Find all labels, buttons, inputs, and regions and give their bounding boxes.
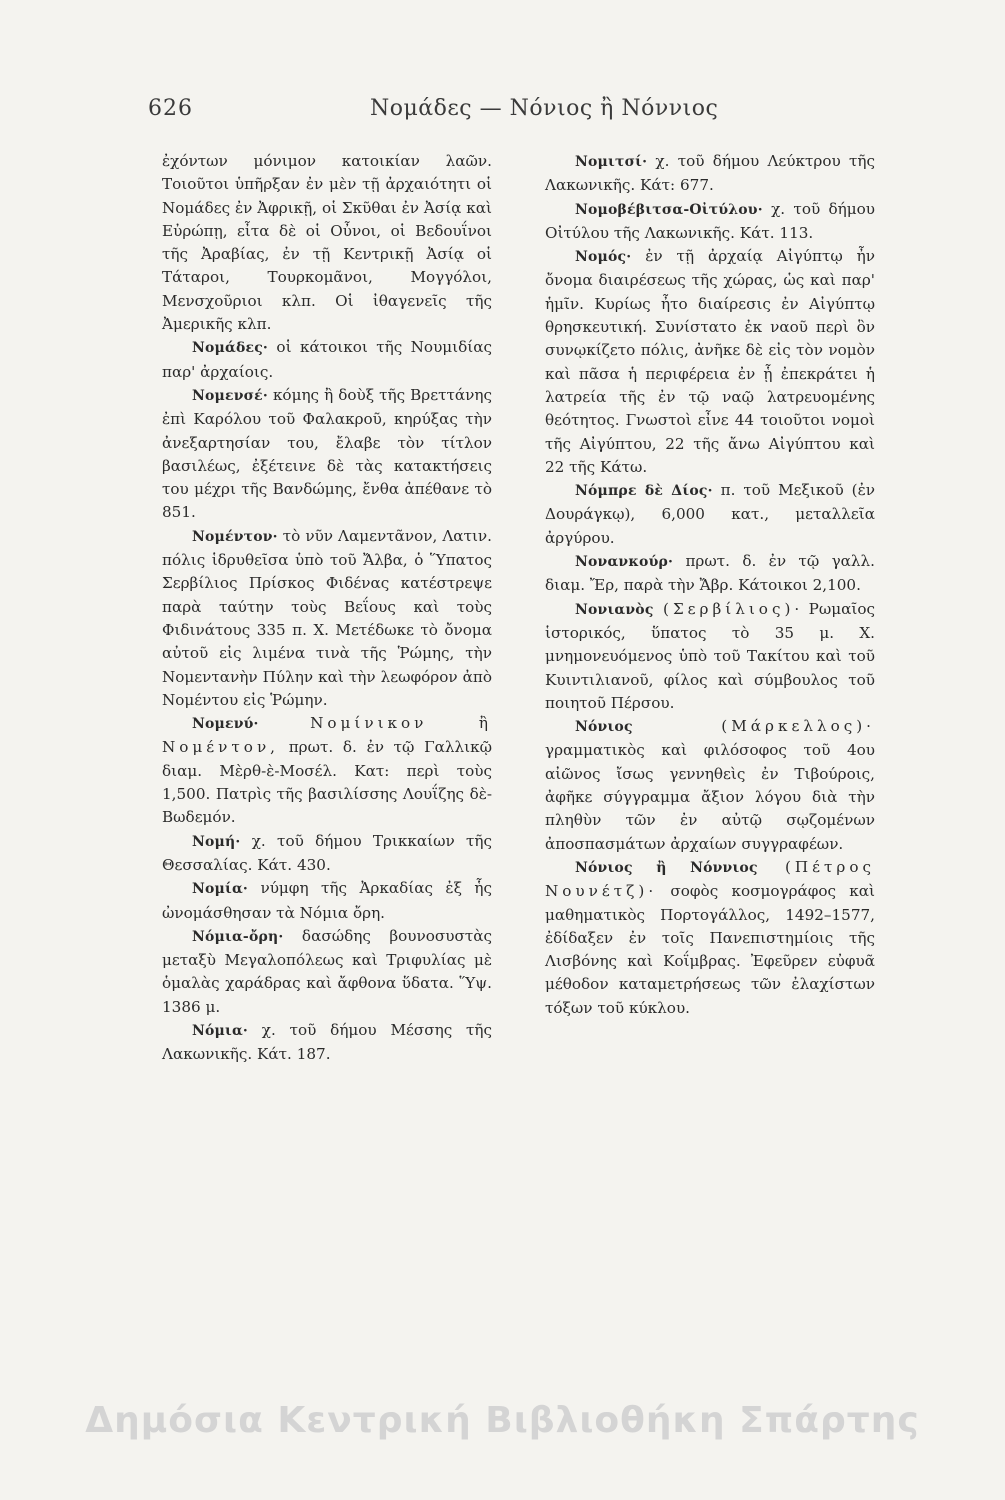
entry-text: γραμματικὸς καὶ φιλόσοφος τοῦ 4ου αἰῶνος ἴσως γεννηθεὶς ἐν Τιβούροις, ἀφῆκε σύγγραμμα ἄξιον λόγου διὰ τὴν πληθὺν τῶν ἐν αὐτῷ σῳζομένων ἀποσπασμάτων ἀρχαίων συγγραφέων.: [545, 741, 875, 853]
entry-text: οἱ κάτοικοι τῆς Νουμιδίας παρ' ἀρχαίοις.: [162, 338, 492, 381]
entry-headword: Νόμια-ὄρη·: [192, 928, 284, 945]
entry-headword: Νόμπρε δὲ Δίος·: [575, 483, 713, 500]
entry-text: χ. τοῦ δήμου Μέσσης τῆς Λακωνικῆς. Κάτ. 187.: [162, 1020, 492, 1064]
library-watermark: Δημόσια Κεντρική Βιβλιοθήκη Σπάρτης: [85, 1400, 920, 1441]
entry-text: πρωτ. δ. ἐν τῷ γαλλ. διαμ. Ἔρ, παρὰ τὴν Ἄβρ. Κάτοικοι 2,100.: [545, 552, 875, 595]
dictionary-entry: [162, 384, 492, 525]
entry-headword: Νομοβέβιτσα-Οἰτύλου·: [575, 201, 763, 218]
dictionary-entry: [162, 150, 492, 336]
entry-headword: Νομέντον·: [192, 528, 278, 545]
dictionary-entry: [162, 925, 492, 1019]
running-head: Νομάδες — Νόνιος ἢ Νόννιος: [370, 96, 719, 121]
entry-text: δασώδης βουνοσυστὰς μεταξὺ Μεγαλοπόλεως καὶ Τριφυλίας μὲ ὁμαλὰς χαράδρας καὶ ἄφθονα ὕδατα. Ὕψ. 1386 μ.: [162, 926, 492, 1016]
entry-headword: Νομία·: [192, 881, 249, 898]
entry-text: π. τοῦ Μεξικοῦ (ἐν Δουράγκῳ), 6,000 κατ., μεταλλεῖα ἀργύρου.: [545, 481, 875, 547]
dictionary-entry: [545, 198, 875, 246]
entry-text: κόμης ἢ δοὺξ τῆς Βρεττάνης ἐπὶ Καρόλου τοῦ Φαλακροῦ, κηρύξας τὴν ἀνεξαρτησίαν του, ἔλαβε τὸν τίτλον βασιλέως, ἐξέτεινε δὲ τὰς κατακτήσεις του μέχρι τῆς Βανδώμης, ἔνθα ἀπέθανε τὸ 851.: [162, 385, 492, 522]
entry-text: χ. τοῦ δήμου Οἰτύλου τῆς Λακωνικῆς. Κάτ. 113.: [545, 199, 875, 242]
entry-headword: Νομός·: [575, 249, 632, 266]
dictionary-entry: [545, 479, 875, 550]
dictionary-entry: [545, 598, 875, 715]
entry-text: Ρωμαῖος ἱστορικός, ὕπατος τὸ 35 μ. Χ. μνημονευόμενος ὑπὸ τοῦ Τακίτου καὶ τοῦ Κυιντιλιανοῦ, φίλος καὶ σύμβουλος τοῦ ποιητοῦ Πέρσου.: [545, 599, 875, 712]
left-column: [162, 150, 492, 1067]
entry-text: πρωτ. δ. ἐν τῷ Γαλλικῷ διαμ. Μὲρθ-ὲ-Μοσέλ. Κατ: περὶ τοὺς 1,500. Πατρὶς τῆς βασιλίσσης Λουΐζης δὲ-Βωδεμόν.: [162, 738, 492, 827]
dictionary-entry: [162, 525, 492, 712]
entry-headword: Νονιανὸς: [575, 601, 654, 618]
dictionary-entry: [162, 830, 492, 878]
entry-headword: Νομιτσί·: [575, 154, 648, 170]
entry-text: ἐχόντων μόνιμον κατοικίαν λαῶν. Τοιοῦτοι ὑπῆρξαν ἐν μὲν τῇ ἀρχαιότητι οἱ Νομάδες ἐν Ἀφρικῇ, οἱ Σκῦθαι ἐν Ἀσίᾳ καὶ Εὐρώπῃ, εἶτα δὲ οἱ Οὖνοι, οἱ Βεδουΐνοι τῆς Ἀραβίας, ἐν τῇ Κεντρικῇ Ἀσίᾳ οἱ Τάταροι, Τουρκομᾶνοι, Μογγόλοι, Μενσχοῦριοι κλπ. Οἱ ἰθαγενεῖς τῆς Ἀμερικῆς κλπ.: [162, 152, 492, 334]
entry-headword: Νόμια·: [192, 1022, 249, 1039]
entry-headword: Νομενύ·: [192, 716, 259, 733]
dictionary-entry: [162, 1019, 492, 1067]
entry-headword: Νομενσέ·: [192, 387, 268, 404]
dictionary-entry: [545, 856, 875, 1020]
entry-headword: Νομάδες·: [192, 340, 269, 357]
entry-text: χ. τοῦ δήμου Λεύκτρου τῆς Λακωνικῆς. Κάτ: 677.: [545, 152, 875, 195]
dictionary-entry: [162, 336, 492, 384]
entry-headword: Νόνιος ἢ Νόννιος: [575, 859, 758, 876]
entry-spaced-name: (Πέτρος Νουνέτζ)·: [545, 857, 875, 901]
entry-spaced-name: Νομίνικον ἢ Νομέντον,: [162, 714, 492, 757]
page-number: 626: [148, 96, 193, 121]
right-column: [545, 150, 875, 1020]
entry-text: χ. τοῦ δήμου Τρικκαίων τῆς Θεσσαλίας. Κάτ. 430.: [162, 831, 492, 874]
page-header: [148, 96, 798, 136]
entry-spaced-name: (Σερβίλιος)·: [653, 599, 804, 618]
dictionary-entry: [545, 550, 875, 598]
dictionary-entry: [545, 150, 875, 198]
dictionary-entry: [162, 712, 492, 829]
entry-text: νύμφη τῆς Ἀρκαδίας ἐξ ἧς ὠνομάσθησαν τὰ Νόμια ὄρη.: [162, 879, 492, 922]
entry-headword: Νόνιος: [575, 719, 633, 736]
entry-text: ἐν τῇ ἀρχαίᾳ Αἰγύπτῳ ἦν ὄνομα διαιρέσεως τῆς χώρας, ὡς καὶ παρ' ἡμῖν. Κυρίως ἦτο διαίρεσις ἐν Αἰγύπτῳ θρησκευτική. Συνίστατο ἐκ ναοῦ περὶ ὃν συνῳκίζετο πόλις, ἀνῆκε δὲ εἰς τὸν νομὸν καὶ πᾶσα ἡ περιφέρεια ἐν ᾗ ἐπεκράτει ἡ λατρεία τῆς ἐν τῷ ναῷ λατρευομένης θεότητος. Γνωστοὶ εἶνε 44 τοιοῦτοι νομοὶ τῆς Αἰγύπτου, 22 τῆς ἄνω Αἰγύπτου καὶ 22 τῆς Κάτω.: [545, 247, 875, 476]
dictionary-entry: [162, 877, 492, 925]
dictionary-entry: [545, 715, 875, 856]
entry-headword: Νονανκούρ·: [575, 554, 674, 571]
entry-spaced-name: (Μάρκελλος)·: [632, 717, 875, 736]
entry-headword: Νομή·: [192, 833, 241, 850]
entry-text: σοφὸς κοσμογράφος καὶ μαθηματικὸς Πορτογάλλος, 1492–1577, ἐδίδαξεν ἐν τοῖς Πανεπιστημίοις τῆς Λισβόνης καὶ Κοΐμβρας. Ἐφεῦρεν εὐφυᾶ μέθοδον καταμετρήσεως τῶν ἐλαχίστων τόξων τοῦ κύκλου.: [545, 882, 875, 1017]
entry-text: τὸ νῦν Λαμεντᾶνον, Λατιν. πόλις ἱδρυθεῖσα ὑπὸ τοῦ Ἄλβα, ὁ Ὕπατος Σερβίλιος Πρίσκος Φιδένας κατέστρεψε παρὰ ταύτην τοὺς Βεΐους καὶ τοὺς Φιδινάτους 335 π. Χ. Μετέδωκε τὸ ὄνομα αὐτοῦ εἰς λιμένα τινὰ τῆς Ῥώμης, τὴν Νομεντανὴν Πύλην καὶ τὴν λεωφόρον ἀπὸ Νομέντου εἰς Ῥώμην.: [162, 526, 492, 709]
dictionary-entry: [545, 245, 875, 479]
